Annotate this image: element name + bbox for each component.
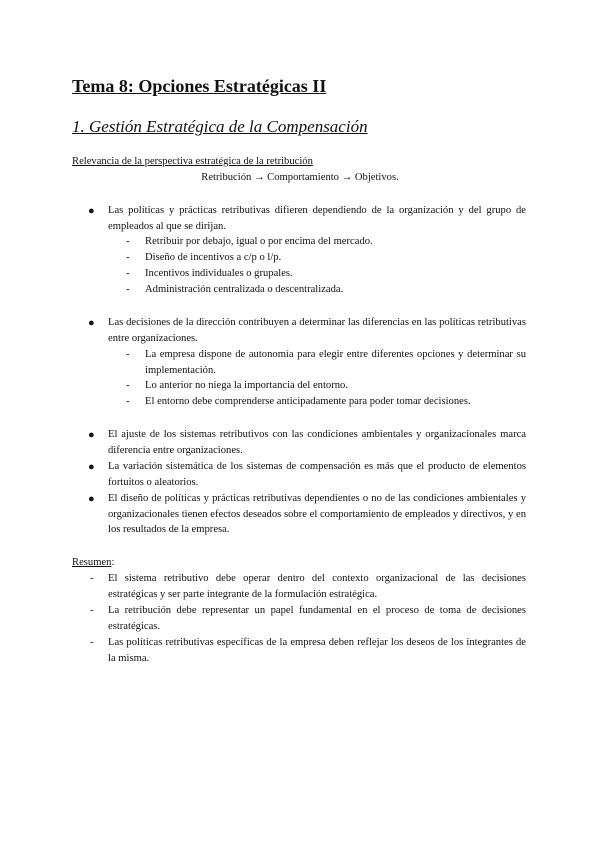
bullet-text-1: Las políticas y prácticas retributivas difieren dependiendo de la organización y del grupo de empleados al que se dirijan. bbox=[108, 205, 526, 232]
dash-icon: - bbox=[90, 573, 94, 584]
dash-icon: - bbox=[126, 236, 130, 247]
sub-item-1-2: Diseño de incentivos a c/p o l/p. bbox=[145, 252, 282, 263]
summary-heading-colon: : bbox=[111, 557, 115, 568]
dash-icon: - bbox=[126, 349, 130, 360]
dash-icon: - bbox=[126, 268, 130, 279]
bullet-icon: ● bbox=[88, 461, 95, 473]
dash-icon: - bbox=[90, 605, 94, 616]
sub-item-2-3: El entorno debe comprenderse anticipadamente para poder tomar decisiones. bbox=[145, 396, 471, 407]
summary-item-2: La retribución debe representar un papel fundamental en el proceso de toma de decisiones estratégicas. bbox=[108, 605, 526, 632]
bullet-icon: ● bbox=[88, 205, 95, 217]
bullet-icon: ● bbox=[88, 429, 95, 441]
relevance-chain: Retribución → Comportamiento → Objetivos. bbox=[201, 172, 399, 183]
dash-icon: - bbox=[126, 252, 130, 263]
sub-item-2-2: Lo anterior no niega la importancia del entorno. bbox=[145, 380, 348, 391]
dash-icon: - bbox=[126, 284, 130, 295]
relevance-heading: Relevancia de la perspectiva estratégica de la retribución bbox=[72, 156, 313, 167]
summary-heading bbox=[72, 555, 114, 571]
sub-item-2-1: La empresa dispone de autonomía para elegir entre diferentes opciones y determinar su implementación. bbox=[145, 349, 526, 376]
dash-icon: - bbox=[126, 380, 130, 391]
bullet-icon: ● bbox=[88, 317, 95, 329]
summary-item-1: El sistema retributivo debe operar dentro del contexto organizacional de las decisiones estratégicas y ser parte integrante de la formulación estratégica. bbox=[108, 573, 526, 600]
page-title: Tema 8: Opciones Estratégicas II bbox=[72, 76, 327, 96]
summary-heading-label: Resumen bbox=[72, 557, 112, 568]
bullet-text-4: La variación sistemática de los sistemas de compensación es más que el producto de elementos fortuitos o aleatorios. bbox=[108, 461, 526, 488]
bullet-text-3: El ajuste de los sistemas retributivos con las condiciones ambientales y organizacionales marca diferencia entre organizaciones. bbox=[108, 429, 526, 456]
section-title: 1. Gestión Estratégica de la Compensación bbox=[72, 117, 368, 136]
sub-item-1-1: Retribuir por debajo, igual o por encima del mercado. bbox=[145, 236, 373, 247]
dash-icon: - bbox=[90, 637, 94, 648]
bullet-icon: ● bbox=[88, 493, 95, 505]
summary-item-3: Las políticas retributivas específicas de la empresa deben reflejar los deseos de los integrantes de la misma. bbox=[108, 637, 526, 664]
bullet-text-5: El diseño de políticas y prácticas retributivas dependientes o no de las condiciones ambientales y organizacionales tienen efectos deseados sobre el comportamiento de empleados y directivos, y en los resultados de la empresa. bbox=[108, 493, 526, 536]
sub-item-1-3: Incentivos individuales o grupales. bbox=[145, 268, 293, 279]
dash-icon: - bbox=[126, 396, 130, 407]
sub-item-1-4: Administración centralizada o descentralizada. bbox=[145, 284, 344, 295]
bullet-text-2: Las decisiones de la dirección contribuyen a determinar las diferencias en las políticas retributivas entre organizaciones. bbox=[108, 317, 526, 344]
